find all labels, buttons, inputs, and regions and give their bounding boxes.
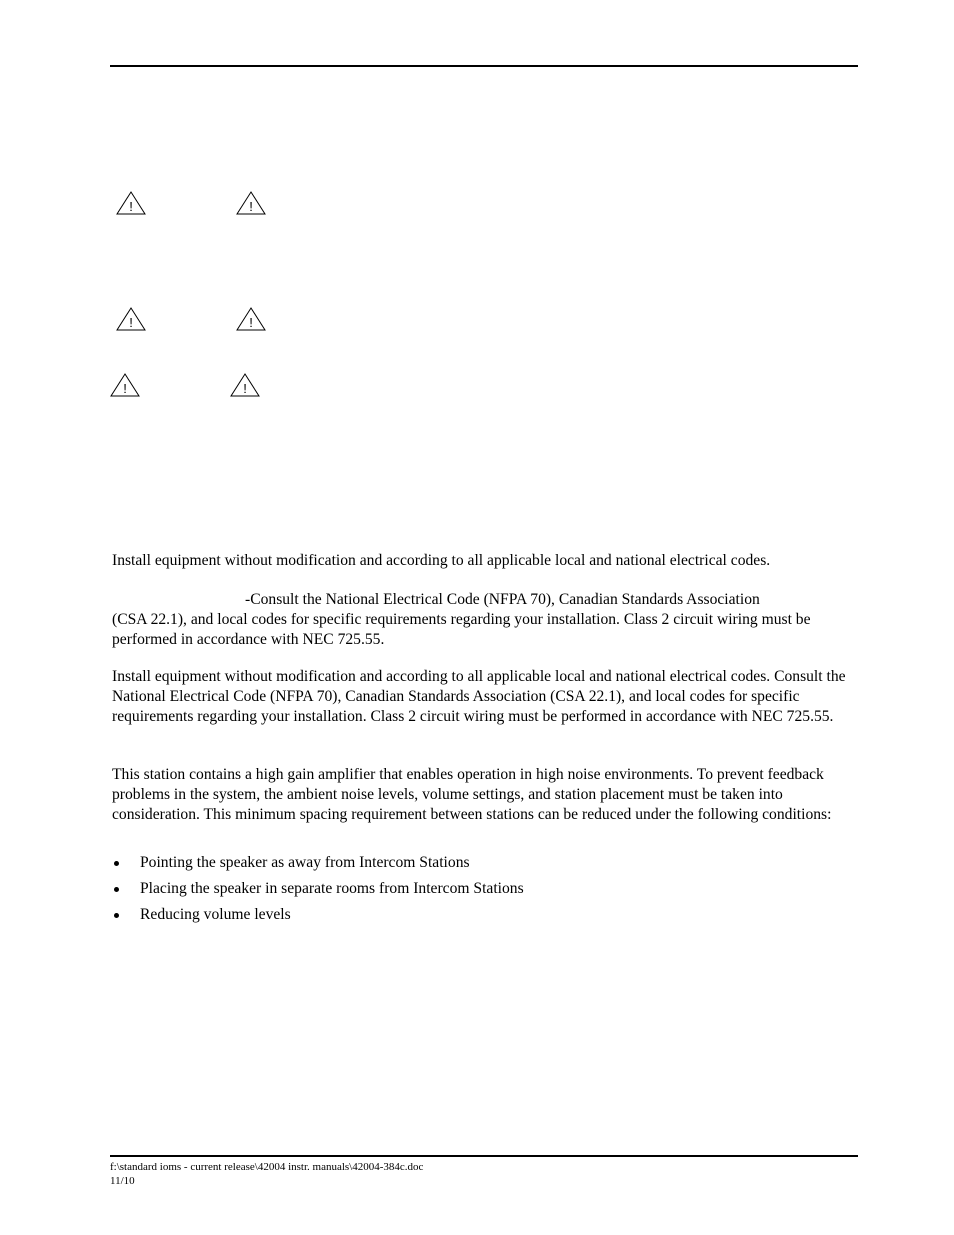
bullet-icon [114,913,119,918]
warning-icon [116,307,146,331]
svg-text:!: ! [249,315,253,330]
bullet-icon [114,887,119,892]
footer [110,1160,423,1188]
footer-date: 11/10 [110,1175,135,1187]
warning-icon [230,373,260,397]
svg-text:!: ! [123,381,127,396]
svg-text:!: ! [243,381,247,396]
warning-icon [236,307,266,331]
warning-icon [236,191,266,215]
svg-text:!: ! [249,199,253,214]
list-item [112,853,852,879]
list-item [112,905,852,931]
svg-text:!: ! [129,315,133,330]
footer-rule [110,1155,858,1157]
paragraph-consult-code-first-line: -Consult the National Electrical Code (NFPA 70), Canadian Standards Association [245,591,760,608]
paragraph-install: Install equipment without modification and according to all applicable local and national electrical codes. [112,552,771,569]
paragraph-consult-code [112,590,852,649]
footer-file-path: f:\standard ioms - current release\42004 instr. manuals\42004-384c.doc [110,1161,424,1173]
warning-icon [116,191,146,215]
bullet-icon [114,861,119,866]
list-item-text: Placing the speaker in separate rooms from Intercom Stations [140,880,524,897]
svg-text:!: ! [129,199,133,214]
list-item-text: Reducing volume levels [140,906,291,923]
paragraph-consult-code-rest: (CSA 22.1), and local codes for specific requirements regarding your installation. Class 2 circuit wiring must be performed in accordance with NEC 725.55. [112,610,811,648]
conditions-list [112,853,852,931]
header-rule [110,65,858,67]
warning-icon [110,373,140,397]
list-item-text: Pointing the speaker as away from Intercom Stations [140,854,470,871]
paragraph-high-gain: This station contains a high gain amplifier that enables operation in high noise environments. To prevent feedback problems in the system, the ambient noise levels, volume settings, and station placement must be taken into consideration. This minimum spacing requirement between stations can be reduced under the following conditions: [112,766,832,823]
list-item [112,879,852,905]
paragraph-install-consult: Install equipment without modification and according to all applicable local and national electrical codes. Consult the National Electrical Code (NFPA 70), Canadian Standards Association (CSA 22.1), and local codes for specific requirements regarding your installation. Class 2 circuit wiring must be performed in accordance with NEC 725.55. [112,668,846,725]
